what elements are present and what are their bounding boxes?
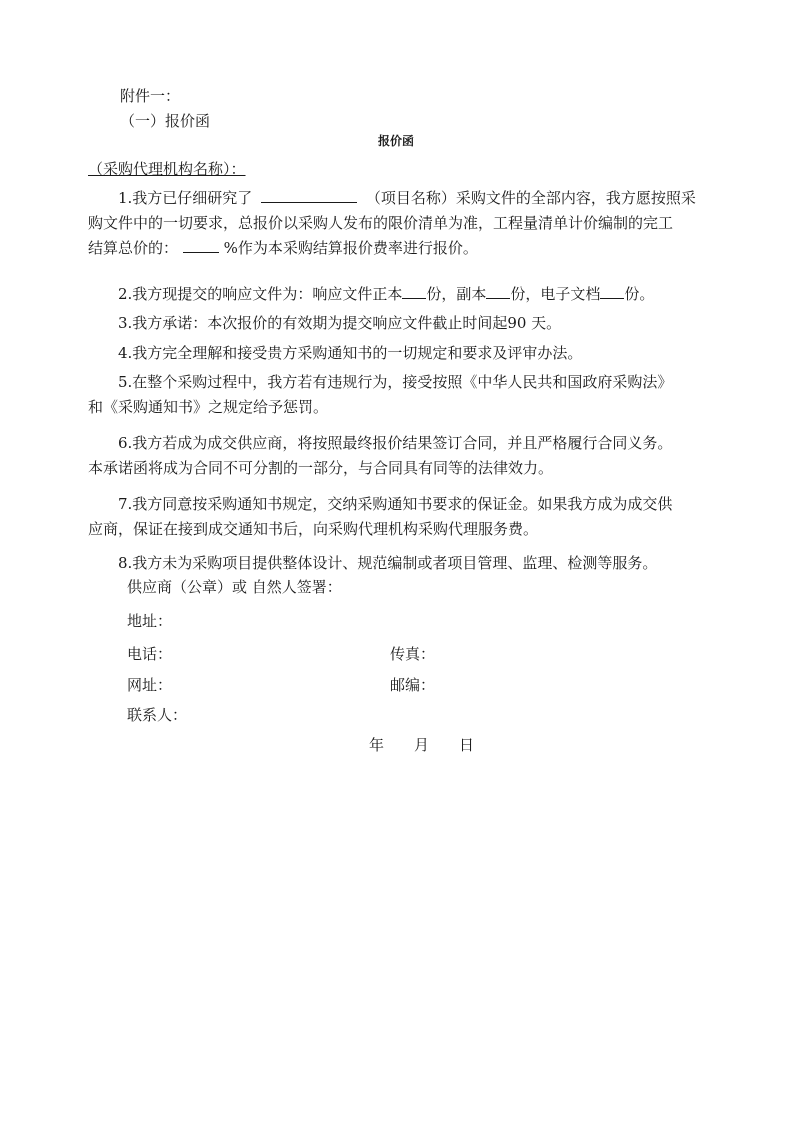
item-2-text-a: 2.我方现提交的响应文件为：响应文件正本 [118,285,403,303]
item-1-text-d: 结算总价的： [88,239,179,257]
postcode-label: 邮编： [390,676,436,694]
item-2-text-b: 份，副本 [426,285,487,303]
fax-label: 传真： [390,645,436,663]
supplier-signature-label: 供应商（公章）或 自然人签署： [127,578,342,596]
item-5-line-2: 和《采购通知书》之规定给予惩罚。 [88,398,329,416]
project-name-blank [261,188,357,203]
address-label: 地址： [127,612,173,630]
contact-label: 联系人： [127,706,188,724]
duplicate-copies-blank [486,284,510,299]
item-1-line-3 [88,238,478,258]
item-6-line-2: 本承诺函将成为合同不可分割的一部分，与合同具有同等的法律效力。 [88,459,554,477]
website-label: 网址： [127,676,173,694]
item-8-line: 8.我方未为采购项目提供整体设计、规范编制或者项目管理、监理、检测等服务。 [118,554,658,572]
item-6-line-1: 6.我方若成为成交供应商，将按照最终报价结果签订合同，并且严格履行合同义务。 [118,434,673,452]
date-line: 年 月 日 [369,736,475,754]
original-copies-blank [402,284,426,299]
addressee-line: （采购代理机构名称）： [88,160,246,178]
item-7-line-1: 7.我方同意按采购通知书规定，交纳采购通知书要求的保证金。如果我方成为成交供 [118,495,673,513]
item-2-text-c: 份，电子文档 [510,285,601,303]
item-4-line: 4.我方完全理解和接受贵方采购通知书的一切规定和要求及评审办法。 [118,344,583,362]
electronic-copies-blank [600,284,624,299]
item-1-text-b: （项目名称）采购文件的全部内容，我方愿按照采 [365,189,696,207]
item-2-line [118,284,654,304]
document-title: 报价函 [378,134,415,148]
item-7-line-2: 应商，保证在接到成交通知书后，向采购代理机构采购代理服务费。 [88,520,539,538]
attachment-label: 附件一： [120,87,181,105]
item-1-line-1 [118,188,696,208]
item-2-text-d: 份。 [624,285,655,303]
item-3-line: 3.我方承诺：本次报价的有效期为提交响应文件截止时间起90 天。 [118,314,562,332]
item-1-text-a: 1.我方已仔细研究了 [118,189,253,207]
item-1-text-e: %作为本采购结算报价费率进行报价。 [223,239,478,257]
phone-label: 电话： [127,645,173,663]
section-label: （一）报价函 [120,112,211,130]
rate-blank [183,238,219,253]
item-5-line-1: 5.在整个采购过程中，我方若有违规行为，接受按照《中华人民共和国政府采购法》 [118,373,673,391]
item-1-line-2: 购文件中的一切要求，总报价以采购人发布的限价清单为准，工程量清单计价编制的完工 [88,214,674,232]
